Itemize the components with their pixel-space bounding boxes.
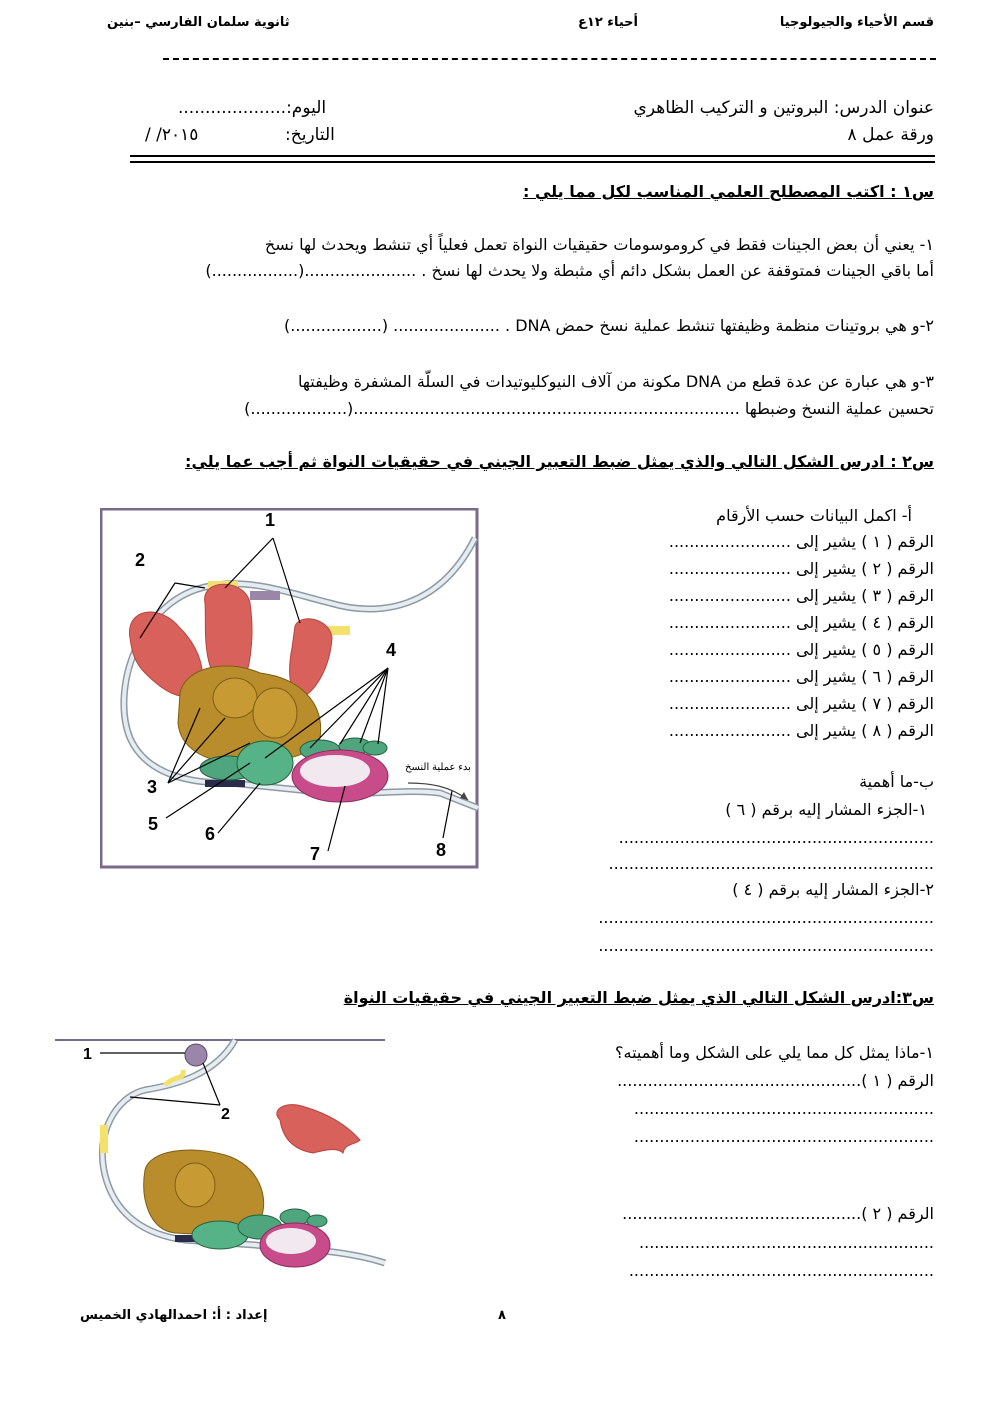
q2-b2-dots-1: ..................................................................: [598, 908, 934, 927]
mediator-lobe-1: [213, 678, 257, 718]
figure1-number-3: 3: [147, 777, 158, 797]
figure1-number-7: 7: [310, 844, 321, 864]
figure1-number-6: 6: [205, 824, 216, 844]
figure1-number-4: 4: [386, 640, 397, 660]
header-divider: [163, 58, 936, 60]
label-line-2: الرقم ( ٢ ) يشير إلى ........................: [668, 559, 934, 578]
enhancer-segment-2: [250, 591, 280, 600]
q2-b1-dots-2: ................................................................: [608, 854, 934, 873]
worksheet-number: ورقة عمل ٨: [847, 125, 934, 145]
lesson-title: عنوان الدرس: البروتين و التركيب الظاهري: [633, 98, 934, 118]
q2-b1-dots-1: ..............................................................: [618, 828, 934, 847]
label-line-6: الرقم ( ٦ ) يشير إلى ........................: [668, 667, 934, 686]
q3-n1-dots-2: ...........................................................: [633, 1127, 934, 1146]
general-transcription-factor-2: [237, 741, 293, 785]
mediator-lobe-2: [253, 688, 297, 738]
label-line-1: الرقم ( ١ ) يشير إلى ........................: [668, 532, 934, 551]
q3-title: س٣:ادرس الشكل التالي الذي يمثل ضبط التعبير الجيني في حقيقيات النواة: [343, 988, 934, 1007]
day-field: اليوم:....................: [178, 98, 327, 118]
transcription-start-caption: بدء عملية النسخ: [405, 762, 471, 773]
q3-n1-dots-1: ...........................................................: [633, 1099, 934, 1118]
q3-n2-dots-2: ............................................................: [628, 1261, 934, 1280]
gene-expression-figure-2: [55, 1035, 390, 1275]
label-line-7: الرقم ( ٧ ) يشير إلى ........................: [668, 694, 934, 713]
label-line-4: الرقم ( ٤ ) يشير إلى ........................: [668, 613, 934, 632]
figure1-number-2: 2: [135, 550, 146, 570]
rna-polymerase-2-highlight: [266, 1228, 316, 1254]
prepared-by: إعداد : أ: احمدالهادي الخميس: [80, 1308, 268, 1323]
rna-polymerase-highlight: [300, 755, 370, 787]
q2-part-b: ب-ما أهمية: [859, 772, 934, 791]
double-rule-1: [130, 155, 935, 157]
q3-n1: الرقم ( ١ )................................................: [617, 1071, 934, 1090]
q3-n2: الرقم ( ٢ )...............................................: [622, 1204, 934, 1223]
subject-label: أحياء ١٢ع: [578, 15, 638, 30]
q2-b2: ٢-الجزء المشار إليه برقم ( ٤ ): [732, 880, 934, 899]
gene-expression-figure-1: [100, 508, 480, 870]
label-line-8: الرقم ( ٨ ) يشير إلى ........................: [668, 721, 934, 740]
general-transcription-factor-5: [363, 741, 387, 755]
figure2-number-2: 2: [221, 1106, 230, 1123]
label-line-5: الرقم ( ٥ ) يشير إلى ........................: [668, 640, 934, 659]
enhancer-yellow-segment: [100, 1125, 108, 1153]
school-label: ثانوية سلمان الفارسي –بنين: [107, 15, 290, 30]
q3-n2-dots-1: ..........................................................: [639, 1233, 934, 1252]
date-label: التاريخ:: [285, 125, 335, 145]
q1-item1-line1: ١- يعني أن بعض الجينات فقط في كروموسومات حقيقيات النواة تعمل فعلياً أي تنشط ويحدث لها نسخ: [264, 235, 934, 254]
page-number: ٨: [498, 1308, 506, 1323]
figure1-number-1: 1: [265, 510, 276, 530]
q1-title: س١ : اكتب المصطلح العلمي المناسب لكل مما يلي :: [522, 182, 934, 201]
q2-b1: ١-الجزء المشار إليه برقم ( ٦ ): [725, 800, 927, 819]
q1-item1-line2: أما باقي الجينات فمتوقفة عن العمل بشكل دائم أي مثبطة ولا يحدث لها نسخ . ......................(.................): [205, 261, 934, 280]
figure1-number-8: 8: [436, 840, 447, 860]
figure1-number-5: 5: [148, 814, 159, 834]
mediator2-lobe: [175, 1163, 215, 1207]
q1-item3-line2: تحسين عملية النسخ وضبطها ............................................................................(...................): [244, 399, 934, 418]
date-value: / /٢٠١٥: [145, 125, 199, 145]
q2-b2-dots-2: ..................................................................: [598, 936, 934, 955]
q1-item3-line1: ٣-و هي عبارة عن عدة قطع من DNA مكونة من آلاف النيوكليوتيدات في السلّة المشفرة وظيفتها: [298, 372, 934, 391]
q1-item2: ٢-و هي بروتينات منظمة وظيفتها تنشط عملية نسخ حمض DNA . ..................... (..................): [284, 316, 934, 335]
q2-part-a: أ- اكمل البيانات حسب الأرقام: [716, 506, 912, 525]
promoter-segment: [205, 780, 245, 787]
department-label: قسم الأحياء والجيولوجيا: [779, 15, 934, 30]
q2-title: س٢ : ادرس الشكل التالي والذي يمثل ضبط التعبير الجيني في حقيقيات النواة ثم أجب عما يلي:: [185, 452, 934, 471]
label-line-3: الرقم ( ٣ ) يشير إلى ........................: [668, 586, 934, 605]
enhancer-protein: [185, 1044, 207, 1066]
figure2-number-1: 1: [83, 1046, 92, 1063]
activator-protein-free: [277, 1105, 360, 1153]
double-rule-2: [130, 161, 935, 163]
q3-question: ١-ماذا يمثل كل مما يلي على الشكل وما أهميته؟: [615, 1043, 934, 1062]
